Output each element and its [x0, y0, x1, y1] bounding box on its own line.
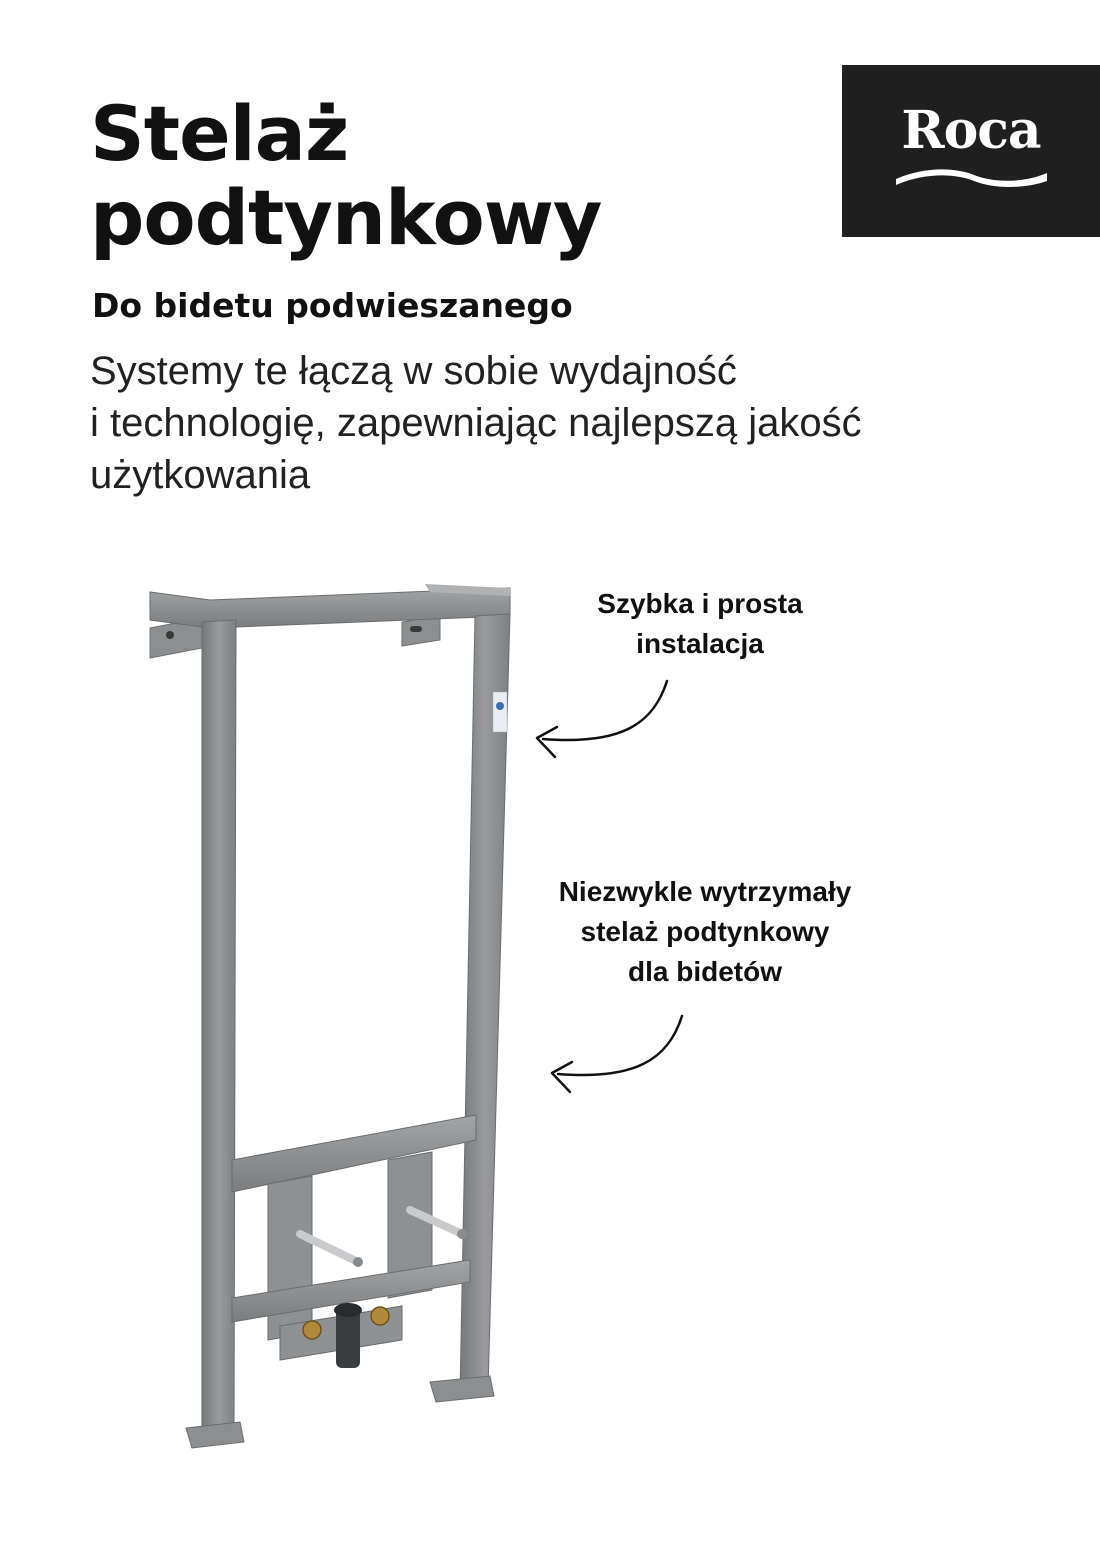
curved-arrow-left-icon — [540, 1010, 690, 1100]
title-line-2: podtynkowy — [90, 173, 602, 262]
brand-logo-text: Roca — [901, 100, 1041, 161]
title-line-1: Stelaż — [90, 89, 349, 178]
curved-arrow-left-icon — [525, 675, 675, 765]
callout-quick-installation: Szybka i prosta instalacja — [597, 588, 803, 659]
brand-wave-icon — [894, 165, 1049, 189]
product-description: Systemy te łączą w sobie wydajność i technologię, zapewniając najlepszą jakość użytkowania — [90, 349, 862, 497]
bidet-frame-image — [140, 570, 540, 1480]
brand-logo — [842, 65, 1100, 237]
callout-durable-frame: Niezwykle wytrzymały stelaż podtynkowy dla bidetów — [558, 876, 852, 987]
page-subtitle: Do bidetu podwieszanego — [92, 286, 573, 325]
page-title — [90, 89, 602, 262]
